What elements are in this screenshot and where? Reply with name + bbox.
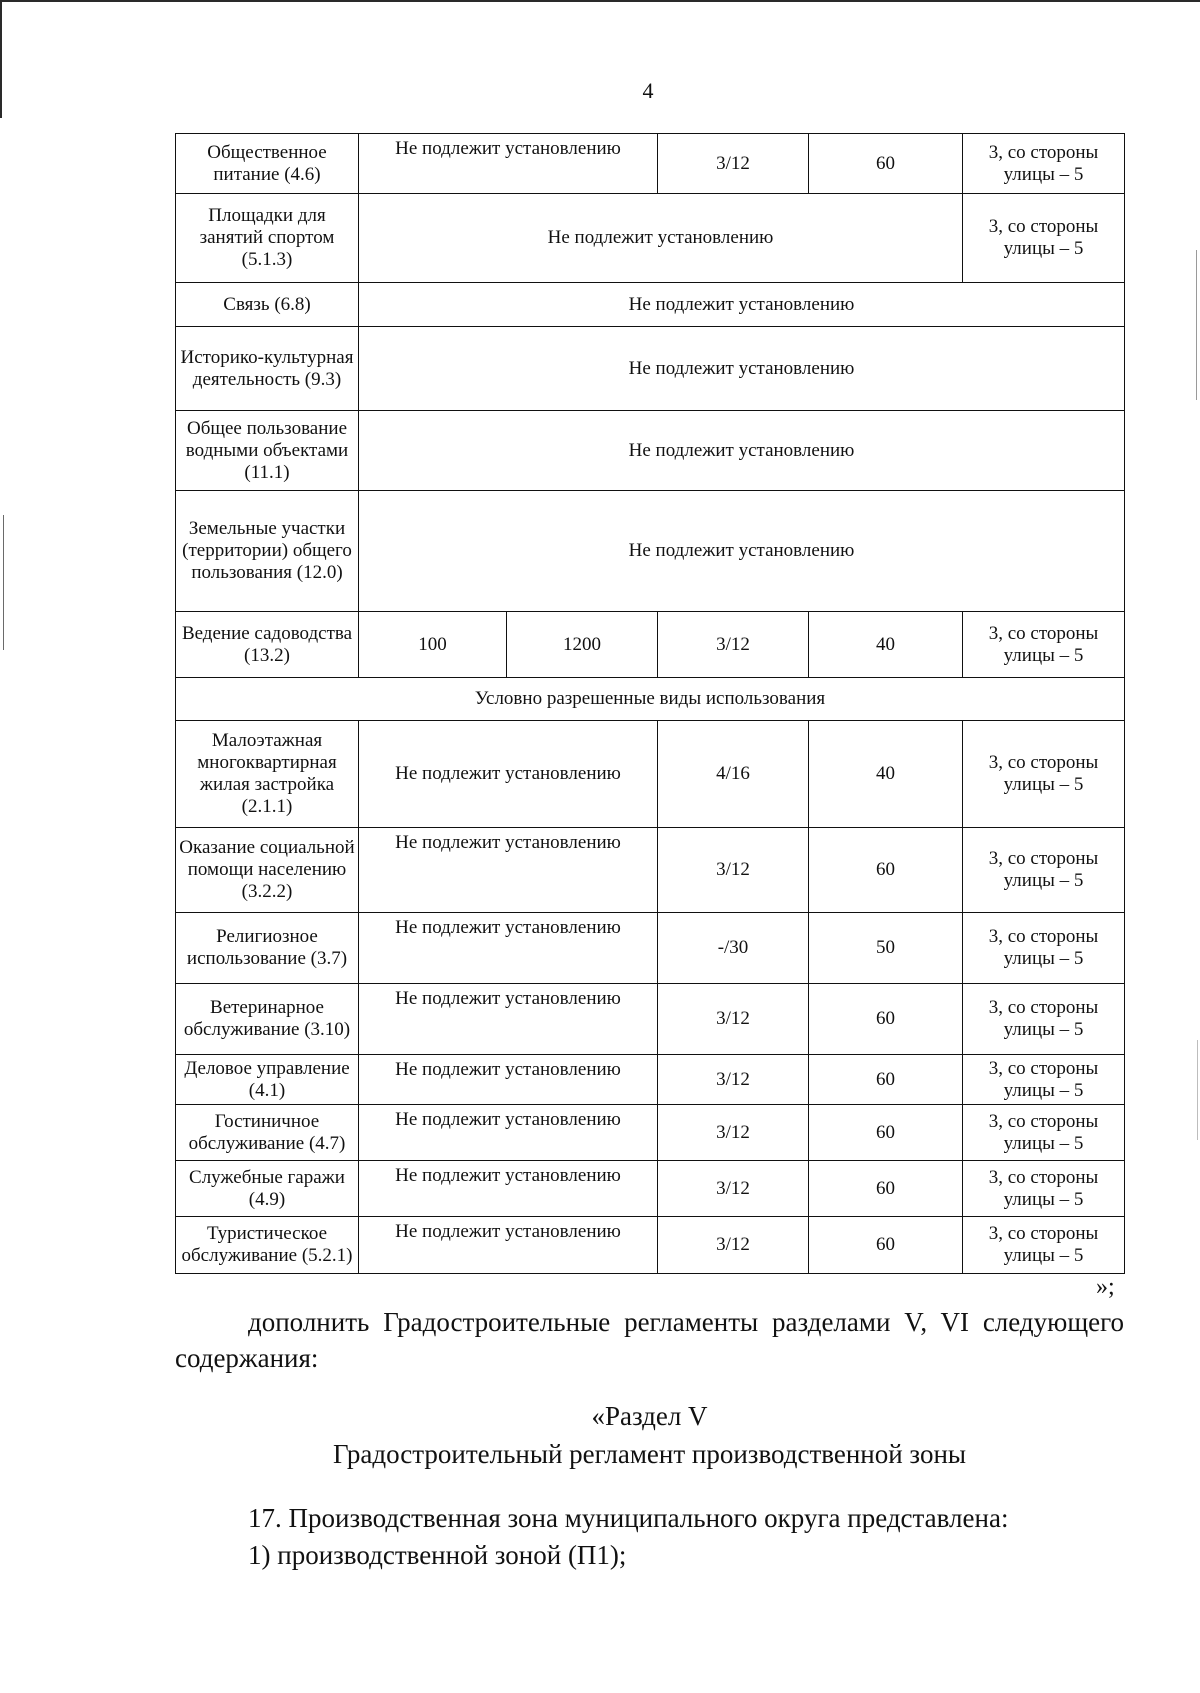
table-row xyxy=(176,134,1125,194)
use-type-cell: Связь (6.8) xyxy=(176,283,359,327)
scan-edge xyxy=(0,0,1200,2)
use-type-cell: Туристическое обслуживание (5.2.1) xyxy=(176,1217,359,1274)
section-subtitle: Градостроительный регламент производственной зоны xyxy=(332,1439,967,1469)
table-row xyxy=(176,828,1125,913)
setback-cell: 3, со стороны улицы – 5 xyxy=(963,1105,1125,1161)
floors-cell: -/30 xyxy=(658,913,809,984)
table-row xyxy=(176,194,1125,283)
scan-edge xyxy=(1196,250,1197,400)
setback-cell: 3, со стороны улицы – 5 xyxy=(963,1055,1125,1105)
coverage-cell: 60 xyxy=(809,984,963,1055)
use-type-cell: Оказание социальной помощи населению (3.2.2) xyxy=(176,828,359,913)
min-area-cell: 100 xyxy=(359,612,507,678)
use-type-cell: Деловое управление (4.1) xyxy=(176,1055,359,1105)
paragraph: дополнить Градостроительные регламенты разделами V, VI следующего содержания: xyxy=(175,1307,1124,1373)
floors-cell: 3/12 xyxy=(658,1161,809,1217)
scan-edge xyxy=(3,515,4,650)
merged-cell: Не подлежит установлению xyxy=(359,411,1125,491)
coverage-cell: 60 xyxy=(809,134,963,194)
area-cell: Не подлежит установлению xyxy=(359,1055,658,1105)
coverage-cell: 60 xyxy=(809,1161,963,1217)
list-item: 1) производственной зоной (П1); xyxy=(248,1540,627,1570)
section-header-cell: Условно разрешенные виды использования xyxy=(176,678,1125,721)
setback-cell: 3, со стороны улицы – 5 xyxy=(963,721,1125,828)
use-type-cell: Земельные участки (территории) общего пользования (12.0) xyxy=(176,491,359,612)
table-row xyxy=(176,913,1125,984)
coverage-cell: 40 xyxy=(809,721,963,828)
use-type-cell: Гостиничное обслуживание (4.7) xyxy=(176,1105,359,1161)
coverage-cell: 40 xyxy=(809,612,963,678)
merged-cell: Не подлежит установлению xyxy=(359,327,1125,411)
setback-cell: 3, со стороны улицы – 5 xyxy=(963,612,1125,678)
coverage-cell: 60 xyxy=(809,1055,963,1105)
merged-cell: Не подлежит установлению xyxy=(359,283,1125,327)
setback-cell: 3, со стороны улицы – 5 xyxy=(963,984,1125,1055)
setback-cell: 3, со стороны улицы – 5 xyxy=(963,1217,1125,1274)
area-cell: Не подлежит установлению xyxy=(359,828,658,913)
closing-quote: »; xyxy=(1096,1274,1115,1300)
floors-cell: 3/12 xyxy=(658,1217,809,1274)
table-row xyxy=(176,1161,1125,1217)
use-type-cell: Малоэтажная многоквартирная жилая застройка (2.1.1) xyxy=(176,721,359,828)
floors-cell: 4/16 xyxy=(658,721,809,828)
area-cell: Не подлежит установлению xyxy=(359,134,658,194)
area-cell: Не подлежит установлению xyxy=(359,984,658,1055)
merged-cell: Не подлежит установлению xyxy=(359,491,1125,612)
floors-cell: 3/12 xyxy=(658,828,809,913)
table-row xyxy=(176,721,1125,828)
area-cell: Не подлежит установлению xyxy=(359,1161,658,1217)
use-type-cell: Общественное питание (4.6) xyxy=(176,134,359,194)
coverage-cell: 50 xyxy=(809,913,963,984)
table-row xyxy=(176,411,1125,491)
setback-cell: 3, со стороны улицы – 5 xyxy=(963,913,1125,984)
use-type-cell: Историко-культурная деятельность (9.3) xyxy=(176,327,359,411)
use-type-cell: Площадки для занятий спортом (5.1.3) xyxy=(176,194,359,283)
table-row xyxy=(176,612,1125,678)
use-type-cell: Ветеринарное обслуживание (3.10) xyxy=(176,984,359,1055)
section-title: «Раздел V xyxy=(591,1401,708,1431)
floors-cell: 3/12 xyxy=(658,1105,809,1161)
setback-cell: 3, со стороны улицы – 5 xyxy=(963,828,1125,913)
table-row xyxy=(176,1105,1125,1161)
table-row xyxy=(176,491,1125,612)
table-row xyxy=(176,1217,1125,1274)
setback-cell: 3, со стороны улицы – 5 xyxy=(963,194,1125,283)
table-row xyxy=(176,327,1125,411)
table-section-header-row xyxy=(176,678,1125,721)
use-type-cell: Общее пользование водными объектами (11.1) xyxy=(176,411,359,491)
area-cell: Не подлежит установлению xyxy=(359,913,658,984)
area-cell: Не подлежит установлению xyxy=(359,721,658,828)
area-cell: Не подлежит установлению xyxy=(359,1217,658,1274)
setback-cell: 3, со стороны улицы – 5 xyxy=(963,1161,1125,1217)
table-row xyxy=(176,1055,1125,1105)
list-item: 17. Производственная зона муниципального округа представлена: xyxy=(248,1503,1009,1533)
coverage-cell: 60 xyxy=(809,1105,963,1161)
floors-cell: 3/12 xyxy=(658,984,809,1055)
table-row xyxy=(176,283,1125,327)
page-number: 4 xyxy=(642,78,654,103)
coverage-cell: 60 xyxy=(809,1217,963,1274)
table-row xyxy=(176,984,1125,1055)
merged-cell: Не подлежит установлению xyxy=(359,194,963,283)
area-cell: Не подлежит установлению xyxy=(359,1105,658,1161)
scan-edge xyxy=(1197,1040,1198,1140)
floors-cell: 3/12 xyxy=(658,612,809,678)
regulation-table xyxy=(175,133,1125,1274)
use-type-cell: Служебные гаражи (4.9) xyxy=(176,1161,359,1217)
max-area-cell: 1200 xyxy=(507,612,658,678)
floors-cell: 3/12 xyxy=(658,1055,809,1105)
use-type-cell: Ведение садоводства (13.2) xyxy=(176,612,359,678)
coverage-cell: 60 xyxy=(809,828,963,913)
use-type-cell: Религиозное использование (3.7) xyxy=(176,913,359,984)
setback-cell: 3, со стороны улицы – 5 xyxy=(963,134,1125,194)
floors-cell: 3/12 xyxy=(658,134,809,194)
